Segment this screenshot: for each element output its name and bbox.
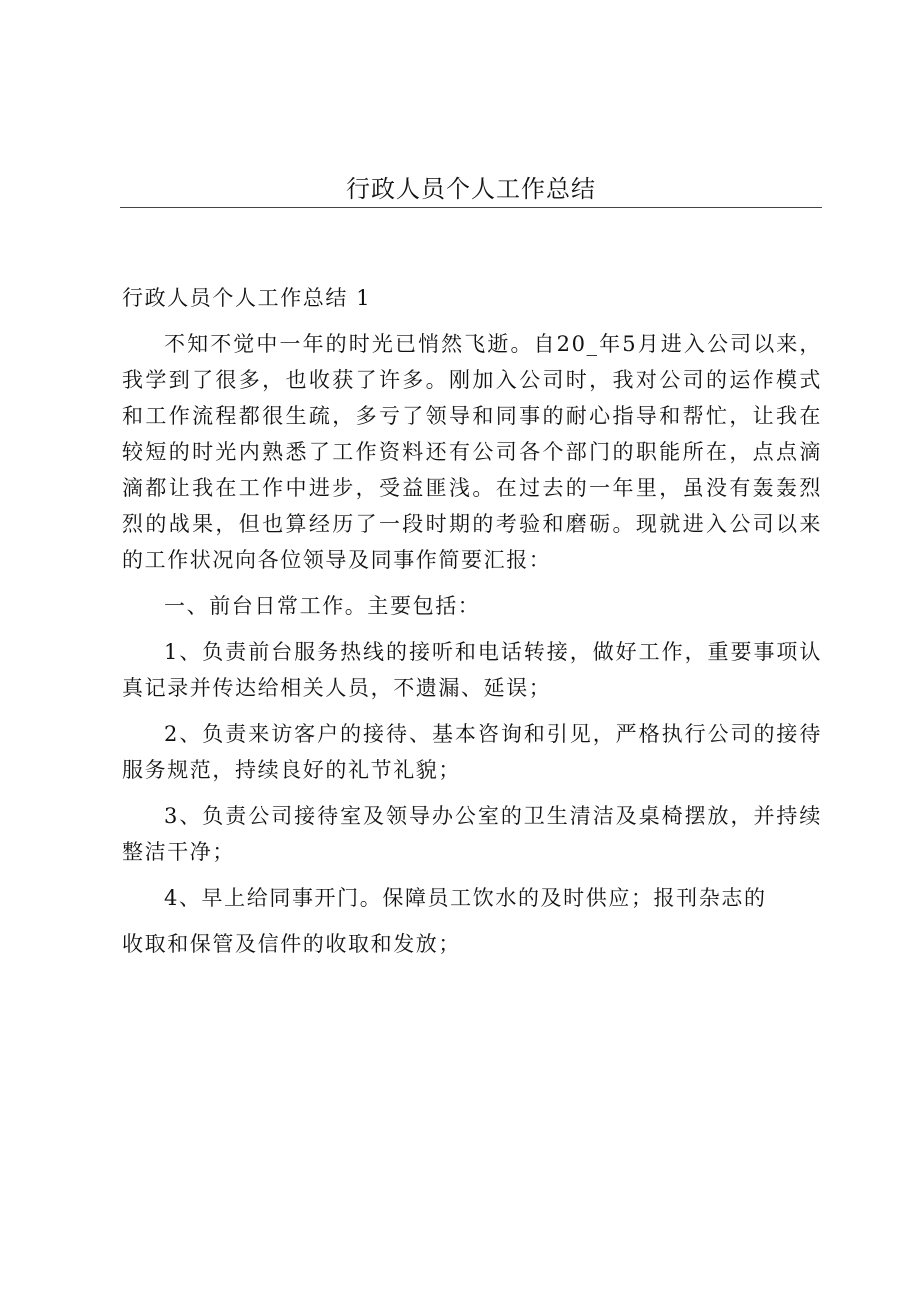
list-item-4-line-2: 收取和保管及信件的收取和发放； (122, 932, 461, 956)
document-title: 行政人员个人工作总结 (346, 175, 596, 203)
document-body (122, 280, 822, 962)
title-underline (120, 207, 822, 208)
list-item-1: 1、负责前台服务热线的接听和电话转接，做好工作，重要事项认真记录并传达给相关人员，不遗漏、延误； (122, 640, 822, 700)
intro-paragraph: 不知不觉中一年的时光已悄然飞逝。自20_年5月进入公司以来，我学到了很多，也收获了许多。刚加入公司时，我对公司的运作模式和工作流程都很生疏，多亏了领导和同事的耐心指导和帮忙，让我在较短的时光内熟悉了工作资料还有公司各个部门的职能所在，点点滴滴都让我在工作中进步，受益匪浅。在过去的一年里，虽没有轰轰烈烈的战果，但也算经历了一段时期的考验和磨砺。现就进入公司以来的工作状况向各位领导及同事作简要汇报： (122, 332, 822, 572)
section-heading: 行政人员个人工作总结 1 (122, 286, 372, 310)
section-heading-front-desk: 一、前台日常工作。主要包括： (164, 594, 481, 618)
list-item-2: 2、负责来访客户的接待、基本咨询和引见，严格执行公司的接待服务规范，持续良好的礼节礼貌； (122, 722, 822, 782)
list-item-4-line-1: 4、早上给同事开门。保障员工饮水的及时供应；报刊杂志的 (164, 886, 767, 910)
list-item-3: 3、负责公司接待室及领导办公室的卫生清洁及桌椅摆放，并持续整洁干净； (122, 804, 822, 864)
